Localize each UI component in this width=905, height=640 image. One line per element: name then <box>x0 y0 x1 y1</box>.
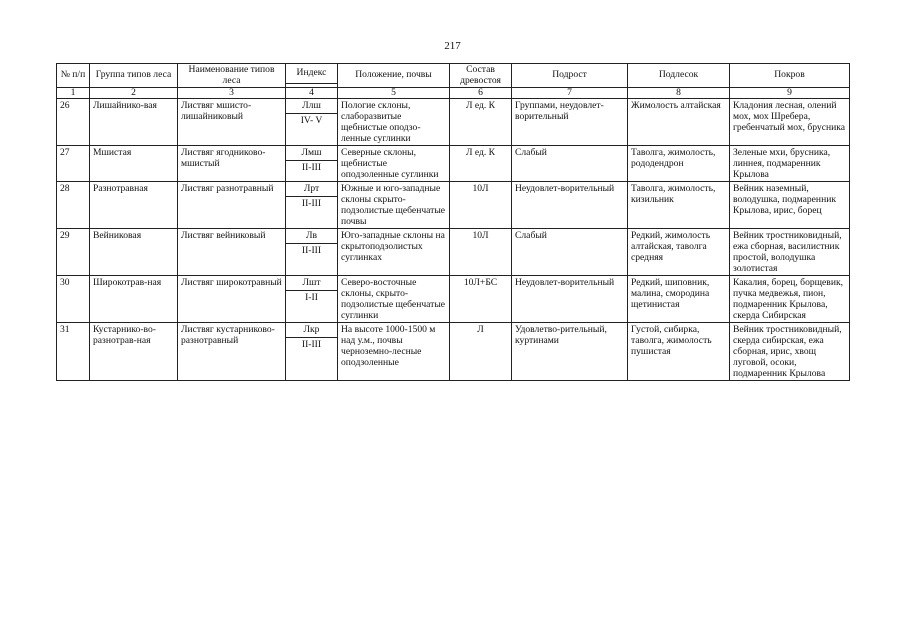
cell-cover: Вейник тростниковидный, скерда сибирская, ежа сборная, ирис, хвощ луговой, осоки, подмаренник Крылова <box>730 323 850 381</box>
table-row <box>57 146 850 161</box>
cell-undergrowth: Неудовлет-ворительный <box>512 182 628 229</box>
cell-type-name: Листвяг мшисто-лишайниковый <box>178 99 286 146</box>
cell-bonitet: II-III <box>286 161 338 182</box>
cell-composition: 10Л <box>450 229 512 276</box>
header-undergrowth: Подрост <box>512 64 628 88</box>
cell-underbrush: Редкий, жимолость алтайская, таволга средняя <box>628 229 730 276</box>
cell-index: Ллш <box>286 99 338 114</box>
cell-type-name: Листвяг разнотравный <box>178 182 286 229</box>
cell-composition: 10Л+БС <box>450 276 512 323</box>
column-number: 6 <box>450 88 512 99</box>
cell-underbrush: Жимолость алтайская <box>628 99 730 146</box>
cell-type-name: Листвяг ягодниково-мшистый <box>178 146 286 182</box>
cell-undergrowth: Слабый <box>512 229 628 276</box>
column-number: 1 <box>57 88 90 99</box>
cell-type-name: Листвяг вейниковый <box>178 229 286 276</box>
header-cover: Покров <box>730 64 850 88</box>
header-index: Индекс <box>286 64 338 84</box>
cell-index: Лрт <box>286 182 338 197</box>
cell-composition: 10Л <box>450 182 512 229</box>
cell-underbrush: Густой, сибирка, таволга, жимолость пушистая <box>628 323 730 381</box>
cell-type-name: Листвяг широкотравный <box>178 276 286 323</box>
cell-composition: Л ед. К <box>450 99 512 146</box>
cell-cover: Какалия, борец, борщевик, пучка медвежья, пион, подмаренник Крылова, скерда Сибирская <box>730 276 850 323</box>
cell-number: 30 <box>57 276 90 323</box>
column-number: 8 <box>628 88 730 99</box>
cell-undergrowth: Слабый <box>512 146 628 182</box>
cell-position: Южные и юго-западные склоны скрыто-подзолистые щебенчатые почвы <box>338 182 450 229</box>
cell-group: Лишайнико-вая <box>90 99 178 146</box>
column-number: 2 <box>90 88 178 99</box>
cell-index: Лв <box>286 229 338 244</box>
cell-composition: Л ед. К <box>450 146 512 182</box>
cell-group: Кустарнико-во-разнотрав-ная <box>90 323 178 381</box>
cell-bonitet: II-III <box>286 244 338 276</box>
cell-number: 28 <box>57 182 90 229</box>
page-number: 217 <box>444 40 461 52</box>
cell-bonitet: II-III <box>286 338 338 381</box>
cell-group: Вейниковая <box>90 229 178 276</box>
cell-position: Северо-восточные склоны, скрыто-подзолистые щебенчатые суглинки <box>338 276 450 323</box>
cell-number: 26 <box>57 99 90 146</box>
column-number: 5 <box>338 88 450 99</box>
table-row <box>57 229 850 244</box>
header-underbrush: Подлесок <box>628 64 730 88</box>
cell-undergrowth: Неудовлет-ворительный <box>512 276 628 323</box>
cell-composition: Л <box>450 323 512 381</box>
cell-number: 27 <box>57 146 90 182</box>
cell-underbrush: Таволга, жимолость, кизильник <box>628 182 730 229</box>
cell-bonitet: II-III <box>286 197 338 229</box>
cell-position: Северные склоны, щебнистые оподзоленные суглинки <box>338 146 450 182</box>
header-name: Наименование типов леса <box>178 64 286 88</box>
table-row <box>57 276 850 291</box>
cell-number: 29 <box>57 229 90 276</box>
cell-cover: Кладония лесная, олений мох, мох Шребера, гребенчатый мох, брусника <box>730 99 850 146</box>
cell-type-name: Листвяг кустарниково-разнотравный <box>178 323 286 381</box>
cell-number: 31 <box>57 323 90 381</box>
cell-index: Лмш <box>286 146 338 161</box>
cell-group: Разнотравная <box>90 182 178 229</box>
cell-cover: Вейник наземный, володушка, подмаренник Крылова, ирис, борец <box>730 182 850 229</box>
cell-undergrowth: Удовлетво-рительный, куртинами <box>512 323 628 381</box>
header-group: Группа типов леса <box>90 64 178 88</box>
cell-underbrush: Таволга, жимолость, рододендрон <box>628 146 730 182</box>
cell-position: На высоте 1000-1500 м над у.м., почвы черноземно-лесные оподзоленные <box>338 323 450 381</box>
cell-bonitet: I-II <box>286 291 338 323</box>
cell-index: Лкр <box>286 323 338 338</box>
cell-position: Юго-западные склоны на скрытоподзолистых суглинках <box>338 229 450 276</box>
cell-underbrush: Редкий, шиповник, малина, смородина щетинистая <box>628 276 730 323</box>
header-row <box>57 64 850 84</box>
cell-bonitet: IV- V <box>286 114 338 146</box>
cell-index: Лшт <box>286 276 338 291</box>
cell-cover: Зеленые мхи, брусника, линнея, подмаренник Крылова <box>730 146 850 182</box>
cell-undergrowth: Группами, неудовлет-ворительный <box>512 99 628 146</box>
table-row <box>57 99 850 114</box>
header-no: № п/п <box>57 64 90 88</box>
header-composition: Состав древостоя <box>450 64 512 88</box>
cell-group: Широкотрав-ная <box>90 276 178 323</box>
column-number: 3 <box>178 88 286 99</box>
column-number-row <box>57 88 850 99</box>
table-row <box>57 323 850 338</box>
column-number: 7 <box>512 88 628 99</box>
cell-group: Мшистая <box>90 146 178 182</box>
forest-types-table <box>56 63 850 381</box>
column-number: 9 <box>730 88 850 99</box>
cell-cover: Вейник тростниковидный, ежа сборная, василистник простой, володушка золотистая <box>730 229 850 276</box>
header-position: Положение, почвы <box>338 64 450 88</box>
column-number: 4 <box>286 88 338 99</box>
cell-position: Пологие склоны, слаборазвитые щебнистые оподзо-ленные суглинки <box>338 99 450 146</box>
table-row <box>57 182 850 197</box>
